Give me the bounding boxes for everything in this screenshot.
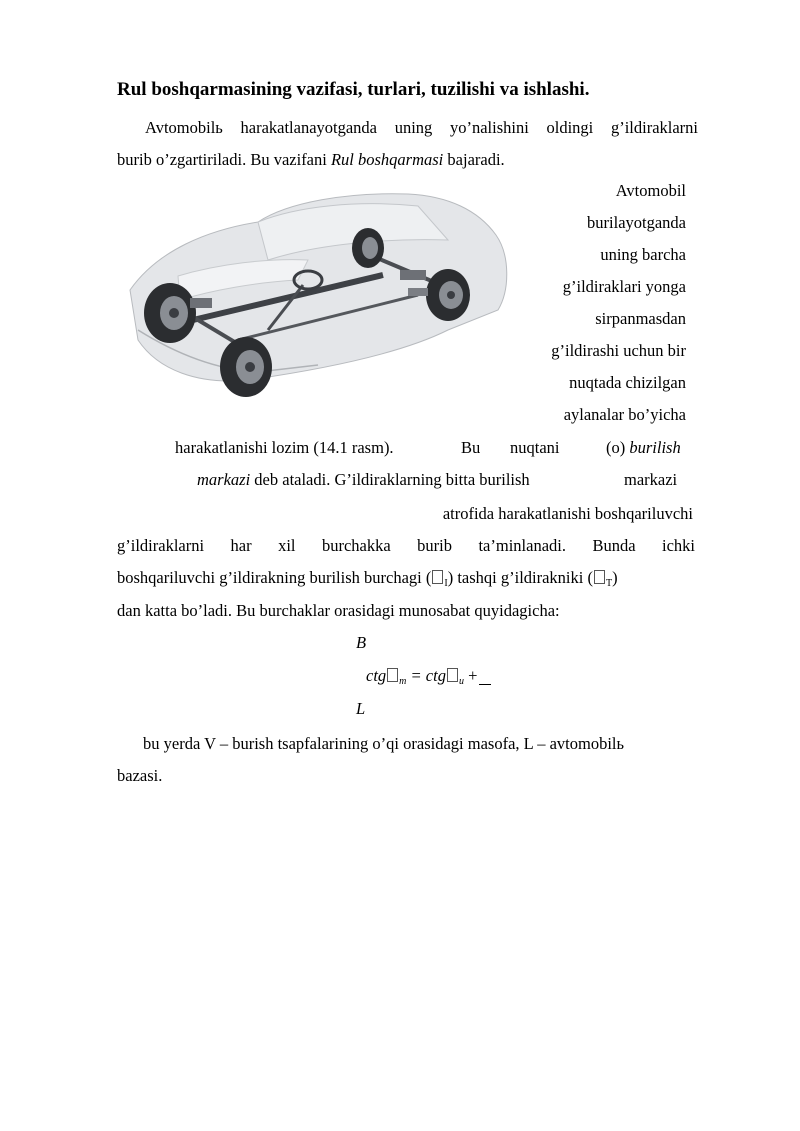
emphasis-text: burilish xyxy=(629,438,681,457)
formula-symbol: B xyxy=(356,633,367,652)
theta-symbol-icon xyxy=(387,668,398,682)
paragraph-line xyxy=(117,567,618,595)
paragraph-line xyxy=(606,437,681,459)
paragraph-line: atrofida harakatlanishi boshqariluvchi xyxy=(442,504,693,523)
side-text-line: Avtomobil xyxy=(615,181,686,200)
paragraph-line: bu yerda V – burish tsapfalarining o’qi orasidagi masofa, L – avtomobilь xyxy=(143,734,625,753)
text: (o) xyxy=(606,438,630,457)
text: boshqariluvchi g’ildirakning burilish burchagi ( xyxy=(117,568,432,587)
side-text-line: nuqtada chizilgan xyxy=(569,373,686,392)
formula-text: + xyxy=(463,666,478,685)
paragraph-line xyxy=(117,149,505,171)
formula-body xyxy=(366,665,491,693)
paragraph-line: nuqtani xyxy=(510,438,560,457)
subscript: T xyxy=(605,578,613,589)
text: ) tashqi g’ildirakniki ( xyxy=(447,568,593,587)
text: burib o’zgartiriladi. Bu vazifani xyxy=(117,150,331,169)
side-text-line: burilayotganda xyxy=(587,213,686,232)
paragraph-line: Bu xyxy=(461,438,481,457)
formula-numerator xyxy=(356,632,366,654)
side-text-line: uning barcha xyxy=(600,245,686,264)
text: bajaradi. xyxy=(443,150,505,169)
subscript: m xyxy=(399,676,407,687)
paragraph-line xyxy=(175,437,394,459)
fraction-bar xyxy=(479,684,491,685)
paragraph-line: Avtomobilь harakatlanayotganda uning yo’nalishini oldingi g’ildiraklarni xyxy=(145,118,698,137)
theta-symbol-icon xyxy=(447,668,458,682)
paragraph-line xyxy=(197,469,530,491)
side-text-line: aylanalar bo’yicha xyxy=(563,405,686,424)
formula-text: = ctg xyxy=(406,666,446,685)
paragraph-line: bazasi. xyxy=(117,766,163,785)
formula-denominator xyxy=(356,698,365,720)
car-steering-illustration xyxy=(118,180,518,405)
page-title: Rul boshqarmasining vazifasi, turlari, tuzilishi va ishlashi. xyxy=(117,79,590,100)
text: ) xyxy=(612,568,618,587)
theta-symbol-icon xyxy=(594,570,605,584)
text: harakatlanishi lozim (14.1 rasm). xyxy=(175,438,394,457)
subscript: I xyxy=(444,578,448,589)
emphasis-text: markazi xyxy=(197,470,251,489)
side-text-line: sirpanmasdan xyxy=(595,309,686,328)
formula-text: ctg xyxy=(366,666,387,685)
side-text-line: g’ildiraklari yonga xyxy=(562,277,686,296)
emphasis-text: Rul boshqarmasi xyxy=(330,150,444,169)
paragraph-line: markazi xyxy=(624,470,678,489)
formula-symbol: L xyxy=(356,699,366,718)
paragraph-line: dan katta bo’ladi. Bu burchaklar orasidagi munosabat quyidagicha: xyxy=(117,601,560,620)
subscript: u xyxy=(458,676,464,687)
side-text-line: g’ildirashi uchun bir xyxy=(551,341,686,360)
text: deb ataladi. G’ildiraklarning bitta burilish xyxy=(250,470,530,489)
theta-symbol-icon xyxy=(432,570,443,584)
paragraph-line: g’ildiraklarni har xil burchakka burib ta’minlanadi. Bunda ichki xyxy=(117,536,695,555)
